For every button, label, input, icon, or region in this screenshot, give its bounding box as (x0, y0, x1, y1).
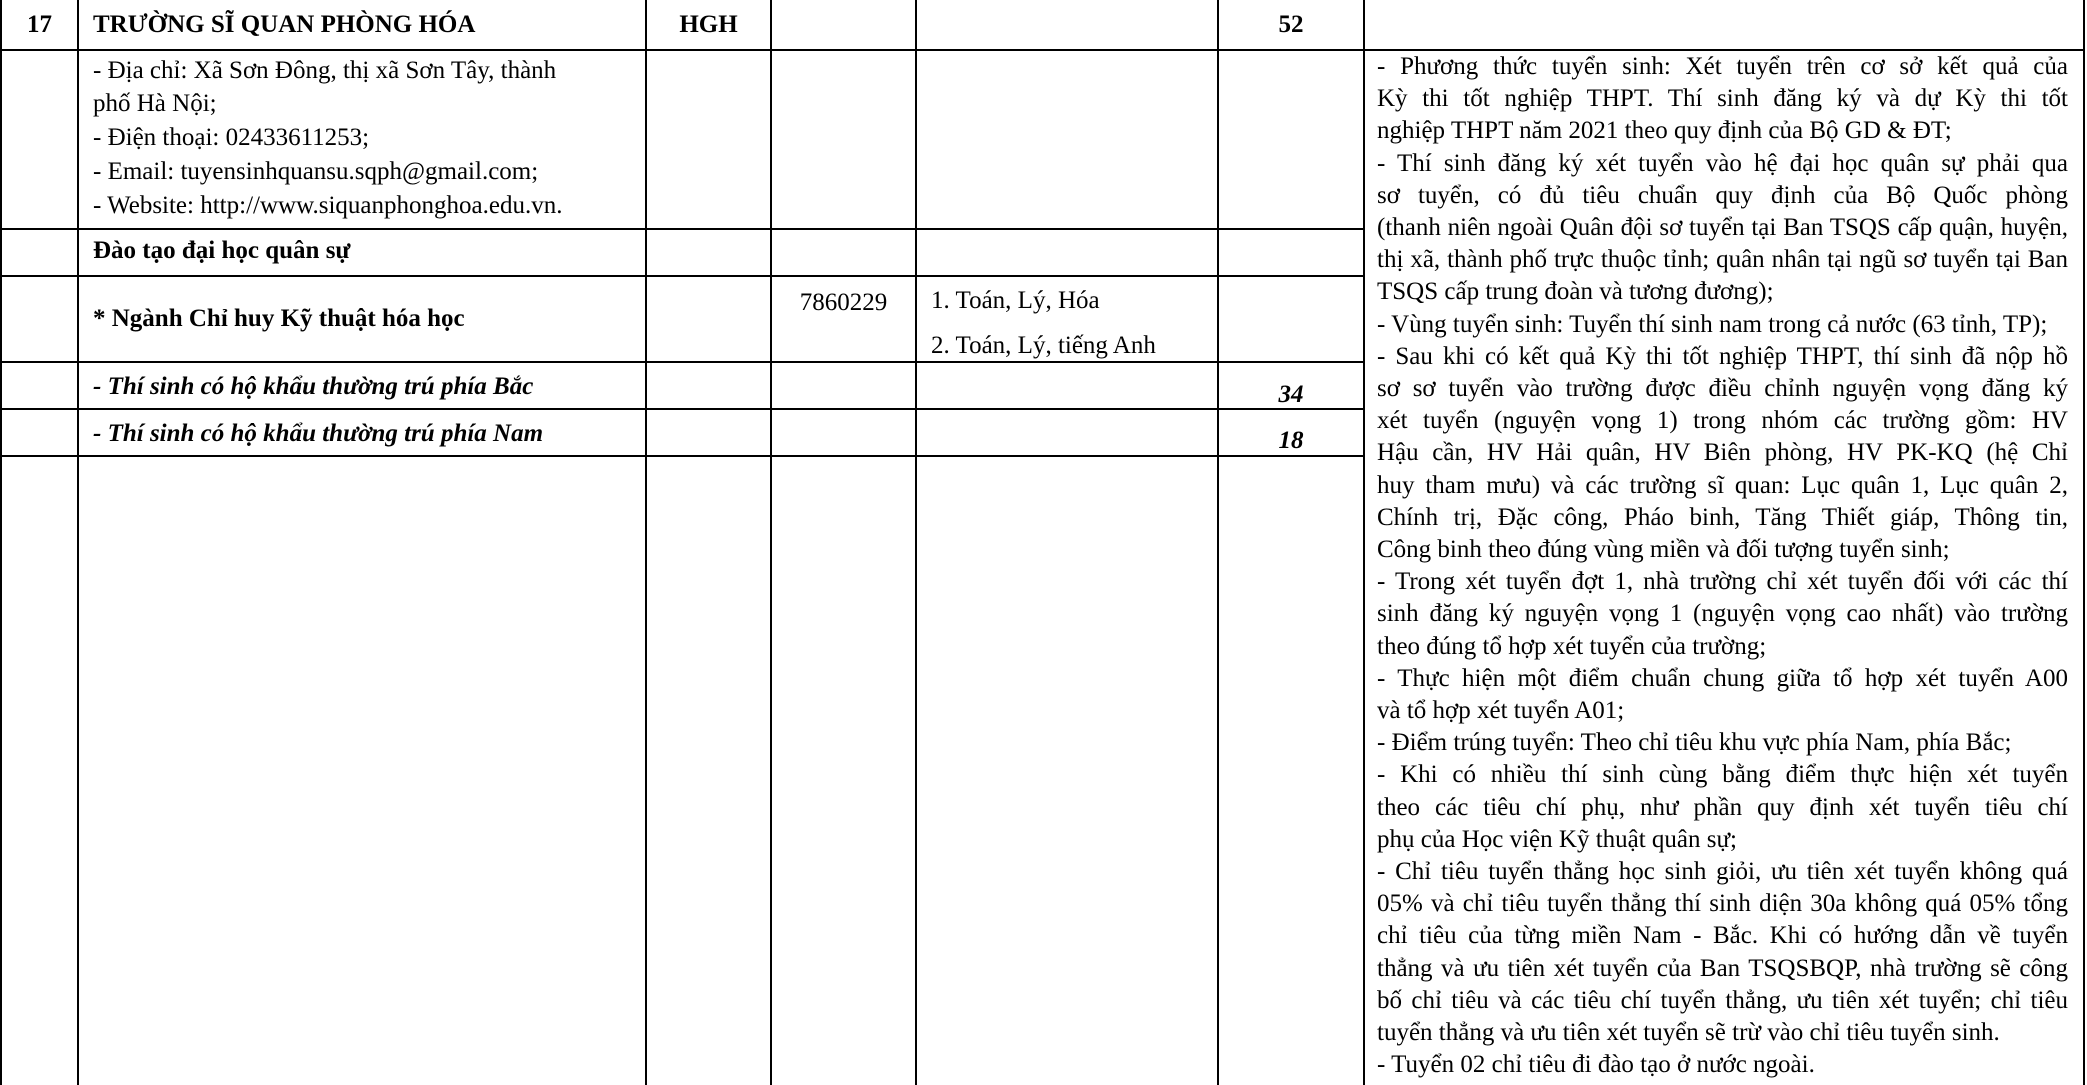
grid-line (915, 0, 917, 1085)
note-line: Công binh theo đúng vùng miền và đối tượng tuyển sinh; (1377, 536, 1950, 564)
note-line: thẳng và ưu tiên xét tuyển của Ban TSQSBQP, nhà trường sẽ công (1377, 954, 2068, 982)
note-line: - Vùng tuyển sinh: Tuyển thí sinh nam trong cả nước (63 tỉnh, TP); (1377, 310, 2048, 338)
note-line: và tổ hợp xét tuyển A01; (1377, 697, 1625, 725)
note-line: sơ tuyển, có đủ tiêu chuẩn quy định của Bộ Quốc phòng (1377, 181, 2068, 209)
note-line: Hậu cần, HV Hải quân, HV Biên phòng, HV PK-KQ (hệ Chỉ (1377, 439, 2068, 467)
note-line: theo các tiêu chí phụ, như phần quy định xét tuyển tiêu chí (1377, 793, 2068, 821)
school-code: HGH (679, 11, 738, 38)
subject-combo-2: 2. Toán, Lý, tiếng Anh (931, 332, 1156, 359)
note-line: - Sau khi có kết quả Kỳ thi tốt nghiệp THPT, thí sinh đã nộp hồ (1377, 342, 2068, 370)
contact-phone: - Điện thoại: 02433611253; (93, 124, 370, 151)
grid-line (1363, 0, 1365, 1085)
admission-notes (1377, 51, 2068, 1082)
region-north-quota: 34 (1278, 381, 1304, 408)
note-line: sơ sơ tuyển vào trường được điều chỉnh nguyện vọng đăng ký (1377, 375, 2068, 403)
note-line: - Khi có nhiều thí sinh cùng bằng điểm thực hiện xét tuyển (1377, 761, 2068, 789)
subject-combo-1: 1. Toán, Lý, Hóa (931, 287, 1100, 314)
note-line: nghiệp THPT năm 2021 theo quy định của Bộ GD & ĐT; (1377, 117, 1952, 145)
note-line: - Thí sinh đăng ký xét tuyển vào hệ đại học quân sự phải qua (1377, 149, 2068, 177)
grid-line (0, 228, 1365, 230)
contact-email: - Email: tuyensinhquansu.sqph@gmail.com; (93, 158, 539, 185)
contact-address-line-2: phố Hà Nội; (93, 90, 217, 117)
note-line: (thanh niên ngoài Quân đội sơ tuyển tại Ban TSQS cấp quận, huyện, (1377, 214, 2068, 242)
school-name: TRƯỜNG SĨ QUAN PHÒNG HÓA (93, 11, 476, 38)
grid-line (2083, 0, 2085, 1085)
grid-line (0, 455, 1365, 457)
note-line: - Chỉ tiêu tuyển thẳng học sinh giỏi, ưu tiên xét tuyển không quá (1377, 858, 2068, 886)
note-line: theo đúng tổ hợp xét tuyển của trường; (1377, 632, 1767, 660)
major-name: * Ngành Chỉ huy Kỹ thuật hóa học (93, 305, 465, 332)
note-line: - Phương thức tuyển sinh: Xét tuyển trên cơ sở kết quả của (1377, 53, 2068, 80)
grid-line (1217, 0, 1219, 1085)
region-south-label: - Thí sinh có hộ khẩu thường trú phía Nam (93, 420, 544, 447)
note-line: tuyển thẳng và ưu tiên xét tuyển sẽ trừ vào chỉ tiêu tuyển sinh. (1377, 1019, 2000, 1047)
contact-website: - Website: http://www.siquanphonghoa.edu.vn. (93, 192, 563, 219)
note-line: - Tuyển 02 chỉ tiêu đi đào tạo ở nước ngoài. (1377, 1051, 1815, 1079)
note-line: phụ của Học viện Kỹ thuật quân sự; (1377, 825, 1737, 853)
note-line: chỉ tiêu của từng miền Nam - Bắc. Khi có hướng dẫn về tuyển (1377, 922, 2068, 950)
note-line: sinh đăng ký nguyện vọng 1 (nguyện vọng cao nhất) vào trường (1377, 600, 2068, 628)
grid-line (0, 408, 1365, 410)
row-number: 17 (27, 11, 52, 38)
training-label: Đào tạo đại học quân sự (93, 237, 351, 264)
note-line: - Trong xét tuyển đợt 1, nhà trường chỉ xét tuyển đối với các thí (1377, 568, 2068, 596)
grid-line (645, 0, 647, 1085)
major-code: 7860229 (799, 289, 888, 316)
note-line: Kỳ thi tốt nghiệp THPT. Thí sinh đăng ký và dự Kỳ thi tốt (1377, 85, 2068, 113)
note-line: thị xã, thành phố trực thuộc tỉnh; quân nhân tại ngũ sơ tuyển tại Ban (1377, 246, 2068, 274)
grid-line (77, 0, 79, 1085)
note-line: - Điểm trúng tuyển: Theo chỉ tiêu khu vực phía Nam, phía Bắc; (1377, 729, 2012, 757)
region-south-quota: 18 (1278, 427, 1304, 454)
note-line: xét tuyển (nguyện vọng 1) trong nhóm các trường gồm: HV (1377, 407, 2068, 435)
note-line: 05% và chỉ tiêu tuyển thẳng thí sinh diện 30a không quá 05% tổng (1377, 890, 2068, 918)
grid-line (0, 275, 1365, 277)
contact-address-line-1: - Địa chỉ: Xã Sơn Đông, thị xã Sơn Tây, thành (93, 57, 557, 84)
note-line: bố chỉ tiêu và các tiêu chí tuyển thẳng, ưu tiên xét tuyển; chỉ tiêu (1377, 986, 2068, 1014)
note-line: huy tham mưu) và các trường sĩ quan: Lục quân 1, Lục quân 2, (1377, 471, 2068, 499)
grid-line (770, 0, 772, 1085)
note-line: Chính trị, Đặc công, Pháo binh, Tăng Thiết giáp, Thông tin, (1377, 503, 2068, 531)
note-line: TSQS cấp trung đoàn và tương đương); (1377, 278, 1774, 306)
grid-line (0, 361, 1365, 363)
region-north-label: - Thí sinh có hộ khẩu thường trú phía Bắc (93, 373, 534, 400)
total-quota: 52 (1278, 11, 1304, 38)
grid-line (0, 0, 2, 1085)
note-line: - Thực hiện một điểm chuẩn chung giữa tổ hợp xét tuyển A00 (1377, 664, 2068, 692)
